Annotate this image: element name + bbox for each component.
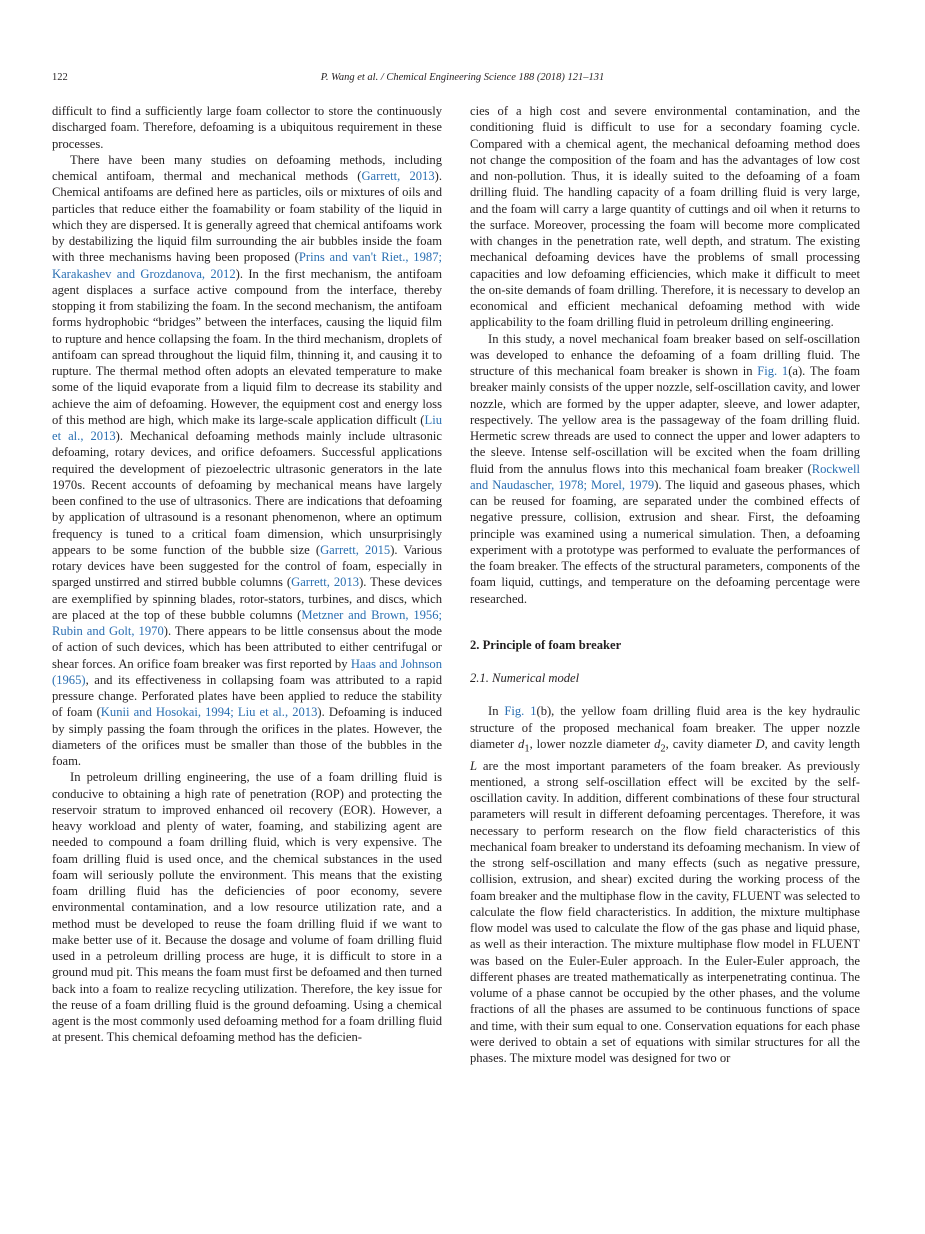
citation-link[interactable]: Kunii and Hosokai, 1994; Liu et al., 2013 <box>100 705 318 720</box>
citation-link[interactable]: Garrett, 2013 <box>291 575 360 590</box>
paragraph: difficult to find a sufficiently large foam collector to store the continuously discharged foam. Therefore, defoaming is a ubiquitous requirement in these processes. <box>52 104 442 151</box>
citation-link[interactable]: Metzner and Brown, 1956; Rubin and Golt, 1970 <box>52 607 443 638</box>
paragraph: cies of a high cost and severe environmental contamination, and the conditioning fluid is difficult to use for a secondary foaming cycle. Compared with a chemical agent, the mechanical defoaming method does not change the composition of the foam and has the advantages of low cost and non-pollution. Thus, it is ideally suited to the defoaming of a foam drilling fluid. The handling capacity of a foam drilling fluid is very large, and the foam will carry a large quantity of cuttings and oil when it returns to the surface. Moreover, processing the foam will become more complicated with changes in the penetration rate, well depth, and stratum. The existing mechanical defoaming devices have the problems of small processing capacities and low defoaming efficiencies, which make it difficult to meet the on-site demands of foam drilling. Therefore, it is necessary to develop an economical and efficient mechanical defoaming method with wide applicability to the foam drilling fluid in petroleum drilling engineering. <box>470 104 860 330</box>
citation-link[interactable]: Garrett, 2015 <box>320 542 391 557</box>
paragraph: In Fig. 1(b), the yellow foam drilling fluid area is the key hydraulic structure of the proposed mechanical foam breaker. The upper nozzle diameter $d_1$, lower nozzle diameter $d_2$, cavity diameter D, and cavity length L are the most important parameters of the foam breaker. As previously mentioned, a strong self-oscillation effect will be excited by the self-oscillation cavity. In addition, different combinations of these four structural parameters will result in different defoaming percentages. Therefore, it was necessary to perform research on the flow field characteristics of this mechanical foam breaker to understand its defoaming mechanism. In view of the strong self-oscillation and many effects (such as negative pressure, collision, extrusion, and shear) excited during the working process of the foam breaker and the multiphase flow in the cavity, FLUENT was selected to calculate the flow field characteristics. In addition, the mixture multiphase flow model was used to calculate the flow of the gas phase and liquid phase, as well as their interaction. The mixture multiphase flow model in FLUENT was based on the Euler-Euler approach. In the Euler-Euler approach, the different phases are treated mathematically as interpenetrating continua. The volume of a phase cannot be occupied by the other phases, and the volume fractions of all the phases are assumed to be continuous functions of space and time, with their sum equal to one. Conservation equations for each phase were derived to obtain a set of equations with similar structures for all the phases. The mixture model was designed for two or <box>470 704 861 1066</box>
paragraph: In this study, a novel mechanical foam breaker based on self-oscillation was developed to enhance the defoaming of a foam drilling fluid. The structure of this mechanical foam breaker is shown in Fig. 1(a). The foam breaker mainly consists of the upper nozzle, self-oscillation cavity, and lower nozzle, which are formed by the upper adapter, sleeve, and lower adapter, respectively. The yellow area is the passageway of the foam drilling fluid. Hermetic screw threads are used to connect the upper and lower adapters to the sleeve. Intense self-oscillation will be excited when the foam drilling fluid from the annulus flows into this mechanical foam breaker (Rockwell and Naudascher, 1978; Morel, 1979). The liquid and gaseous phases, which can be reused for foaming, are separated under the combined effects of negative pressure, collision, extrusion and shear. First, the defoaming principle was examined using a numerical simulation. Then, a defoaming experiment with a prototype was performed to evaluate the performances of the foam breaker. The effects of the structural parameters, components of the foam liquid, cuttings, and temperature on the defoaming percentage were researched. <box>470 331 860 606</box>
paragraph: There have been many studies on defoaming methods, including chemical antifoam, thermal and mechanical methods (Garrett, 2013). Chemical antifoams are defined here as particles, oils or mixtures of oils and particles that reduce either the foamability or foam stability of the liquid in which they are dispersed. It is generally agreed that chemical antifoams work by destabilizing the liquid film surrounding the air bubbles inside the foam with three mechanisms having been proposed (Prins and van't Riet., 1987; Karakashev and Grozdanova, 2012). In the first mechanism, the antifoam agent displaces a surface active compound from the interface, thereby stopping it from stabilizing the foam. In the second mechanism, the antifoam forms hydrophobic “bridges” between the interfaces, causing the liquid film to rupture and hence collapsing the foam. In the third mechanism, droplets of antifoam can spread throughout the liquid film, thinning it, and causing it to rupture. The thermal method often adopts an elevated temperature to make some of the liquid evaporate from a liquid film to decrease its stability and achieve the aim of defoaming. However, the equipment cost and energy loss of this method are high, which make its large-scale application difficult (Liu et al., 2013). Mechanical defoaming methods mainly include ultrasonic defoaming, rotary devices, and orifice defoamers. Successful applications required the development of piezoelectric ultrasonic generators in the late 1970s. Recent accounts of defoaming by mechanical means have largely been confined to the use of ultrasonics. There are indications that defoaming by application of ultrasound is a resonant phenomenon, where an optimum frequency is tuned to a critical foam dimension, which unsurprisingly appears to be some function of the bubble size (Garrett, 2015). Various rotary devices have been suggested for the control of foam, especially in sparged unstirred and stirred bubble columns (Garrett, 2013). These devices are exemplified by spinning blades, rotor-stators, turbines, and discs, which are placed at the top of these bubble columns (Metzner and Brown, 1956; Rubin and Golt, 1970). There appears to be little consensus about the mode of action of such devices, which has been attributed to either centrifugal or shear forces. An orifice foam breaker was first reported by Haas and Johnson (1965), and its effectiveness in collapsing foam was attributed to a rapid pressure change. Perforated plates have been applied to reduce the stability of foam (Kunii and Hosokai, 1994; Liu et al., 2013). Defoaming is induced by simply passing the foam through the orifices in the plates. However, the diameters of the orifices must be smaller than those of the bubbles in the foam. <box>52 152 443 768</box>
right-column <box>470 103 860 1066</box>
citation-link[interactable]: Haas and Johnson (1965) <box>52 656 442 687</box>
left-column <box>52 103 442 1046</box>
citation-link[interactable]: Prins and van't Riet., 1987; Karakashev and Grozdanova, 2012 <box>52 250 442 281</box>
running-head: P. Wang et al. / Chemical Engineering Science 188 (2018) 121–131 <box>320 72 605 83</box>
section-heading: 2. Principle of foam breaker <box>470 637 622 652</box>
paragraph: In petroleum drilling engineering, the use of a foam drilling fluid is conducive to obtaining a high rate of penetration (ROP) and protecting the reservoir stratum to improved enhanced oil recovery (EOR). However, a heavy workload and plenty of water, foaming, and stabilizing agent are needed to compound a foam drilling fluid, which is very expensive. The foam drilling fluid is used once, and the chemical substances in the used foam will seriously pollute the environment. This means that the existing foam drilling fluid has the deficiencies of poor economy, severe environmental contamination, and a low resource utilization rate, and a method must be developed to reuse the foam drilling fluid if we want to make better use of it. Because the dosage and volume of foam drilling fluid used in a petroleum drilling process are huge, it is difficult to store in a ground mud pit. This means the foam must first be defoamed and then turned back into a foam to realize recycling utilization. Therefore, the key issue for the reuse of a foam drilling fluid is the ground defoaming. Using a chemical agent is the most commonly used defoaming method for a foam drilling fluid at present. This chemical defoaming method has the deficien- <box>52 770 442 1045</box>
subsection-heading: 2.1. Numerical model <box>470 671 580 685</box>
page-number: 122 <box>52 72 68 83</box>
figure-link[interactable]: Fig. 1 <box>504 704 537 719</box>
citation-link[interactable]: Rockwell and Naudascher, 1978; Morel, 1979 <box>470 461 860 492</box>
citation-link[interactable]: Liu et al., 2013 <box>52 412 442 443</box>
figure-link[interactable]: Fig. 1 <box>757 364 789 378</box>
citation-link[interactable]: Garrett, 2013 <box>361 169 435 183</box>
